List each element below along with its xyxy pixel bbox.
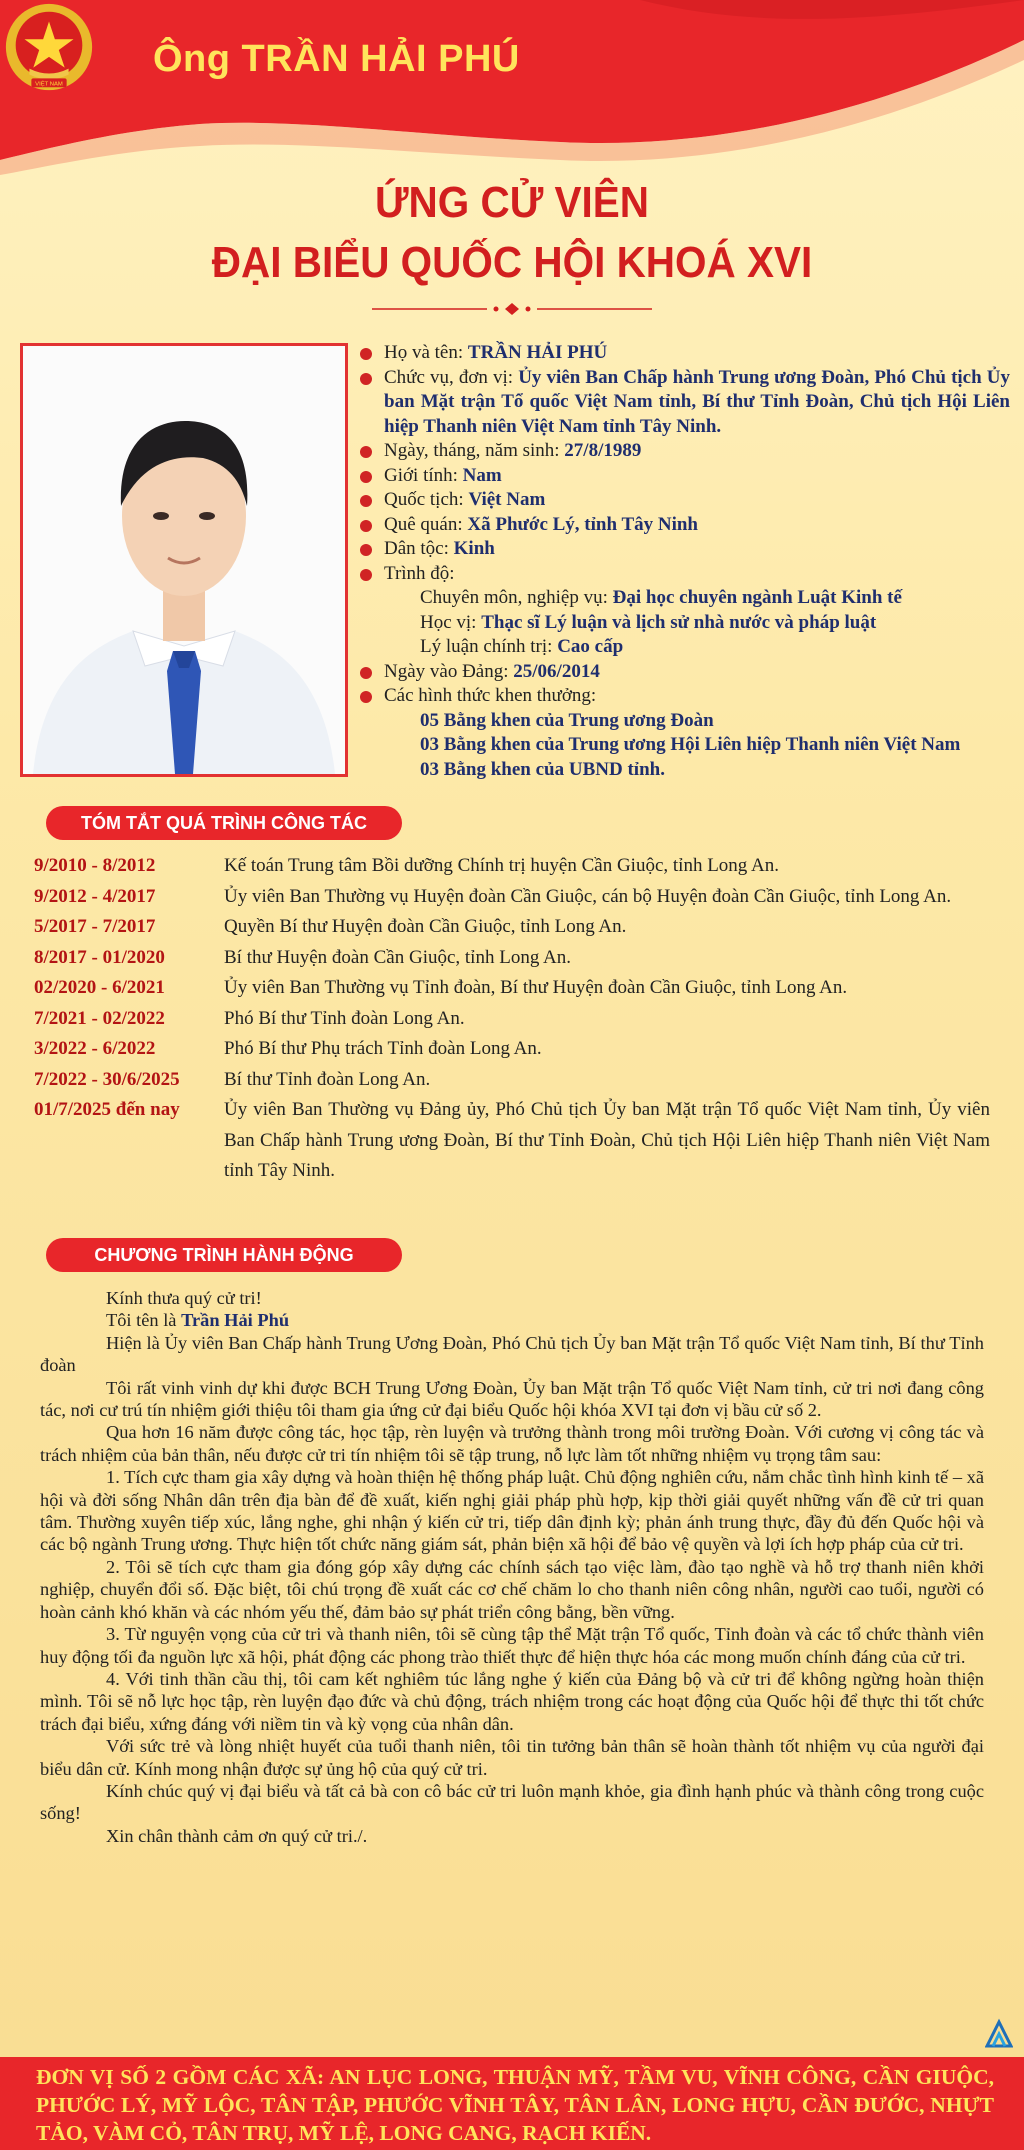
timeline-row xyxy=(34,1095,990,1187)
timeline-text: Phó Bí thư Phụ trách Tỉnh đoàn Long An. xyxy=(224,1038,542,1059)
candidate-info xyxy=(360,341,1010,782)
program-paragraph: Tôi rất vinh vinh dự khi được BCH Trung Ương Đoàn, Ủy ban Mặt trận Tổ quốc Việt Nam tỉnh, cử tri nơi đang công tác, nơi cư trú tín nhiệm giới thiệu tôi tham gia ứng cử đại biểu Quốc hội khóa XVI tại đơn vị bầu cử số 2. xyxy=(40,1377,984,1421)
program-paragraph: 4. Với tinh thần cầu thị, tôi cam kết nghiêm túc lắng nghe ý kiến của Đảng bộ và cử tri để không ngừng hoàn thiện mình. Tôi sẽ nỗ lực học tập, rèn luyện đạo đức và chủ động, trách nhiệm trong các hoạt động của Quốc hội để thực thi tốt chức trách đại biểu, xứng đáng với niềm tin và kỳ vọng của nhân dân. xyxy=(40,1668,984,1734)
info-nationality: Quốc tịch: Việt Nam xyxy=(360,488,1010,513)
timeline-row xyxy=(34,851,990,882)
timeline-date: 9/2010 - 8/2012 xyxy=(34,855,156,876)
timeline-date: 9/2012 - 4/2017 xyxy=(34,885,156,907)
timeline-date: 01/7/2025 đến nay xyxy=(34,1099,180,1120)
svg-text:VIỆT NAM: VIỆT NAM xyxy=(35,81,63,88)
info-education-politics: Lý luận chính trị: Cao cấp xyxy=(420,636,624,657)
timeline-date: 3/2022 - 6/2022 xyxy=(34,1038,156,1059)
timeline-row xyxy=(34,1004,990,1035)
award-item: 05 Bằng khen của Trung ương Đoàn xyxy=(420,709,714,731)
info-education-label: Trình độ: xyxy=(360,562,1010,587)
title-line-2: ĐẠI BIỂU QUỐC HỘI KHOÁ XVI xyxy=(211,238,813,287)
program-paragraph: Qua hơn 16 năm được công tác, học tập, rèn luyện và trưởng thành trong môi trường Đoàn. Với cương vị công tác và trách nhiệm của bản thân, nếu được cử tri tín nhiệm tôi sẽ tập trung, nỗ lực làm tốt những nhiệm vụ trọng tâm sau: xyxy=(40,1422,984,1465)
timeline-text: Phó Bí thư Tỉnh đoàn Long An. xyxy=(224,1007,465,1029)
timeline-row xyxy=(34,943,990,974)
timeline-date: 7/2022 - 30/6/2025 xyxy=(34,1068,180,1090)
program-intro: Tôi tên là Trần Hải Phú xyxy=(106,1310,290,1331)
award-item: 03 Bằng khen của UBND tỉnh. xyxy=(420,758,665,780)
timeline-text: Quyền Bí thư Huyện đoàn Cần Giuộc, tỉnh Long An. xyxy=(224,916,627,937)
national-emblem-icon xyxy=(0,0,98,98)
program-paragraph: Kính chúc quý vị đại biểu và tất cả bà con cô bác cử tri luôn mạnh khỏe, gia đình hạnh phúc và thành công trong cuộc sống! xyxy=(40,1780,984,1824)
program-paragraph: 3. Từ nguyện vọng của cử tri và thanh niên, tôi sẽ cùng tập thể Mặt trận Tổ quốc, Tỉnh đoàn và các tổ chức thành viên huy động tối đa nguồn lực xã hội, phát động các phong trào thiết thực để hiện thực hóa các mong muốn chính đáng của cử tri. xyxy=(40,1624,984,1667)
timeline-row xyxy=(34,1034,990,1065)
candidate-portrait xyxy=(20,343,348,777)
timeline-row xyxy=(34,1065,990,1096)
ornament-divider xyxy=(372,302,652,316)
header-banner xyxy=(0,0,1024,175)
section-title-career: TÓM TẮT QUÁ TRÌNH CÔNG TÁC xyxy=(46,806,402,840)
timeline-row xyxy=(34,912,990,943)
career-timeline xyxy=(34,851,990,1187)
timeline-text: Ủy viên Ban Thường vụ Đảng ủy, Phó Chủ tịch Ủy ban Mặt trận Tổ quốc Việt Nam tỉnh, Ủy viên Ban Chấp hành Trung ương Đoàn, Bí thư Tỉnh Đoàn, Chủ tịch Hội Liên hiệp Thanh niên Việt Nam tỉnh Tây Ninh. xyxy=(224,1099,990,1181)
info-awards-label: Các hình thức khen thưởng: xyxy=(360,684,1010,709)
timeline-date: 02/2020 - 6/2021 xyxy=(34,977,165,998)
award-item: 03 Bằng khen của Trung ương Hội Liên hiệp Thanh niên Việt Nam xyxy=(420,734,961,755)
timeline-date: 5/2017 - 7/2017 xyxy=(34,916,156,937)
timeline-date: 8/2017 - 01/2020 xyxy=(34,946,165,968)
footer-banner xyxy=(0,2057,1024,2150)
program-paragraph: Xin chân thành cảm ơn quý cử tri./. xyxy=(106,1825,368,1846)
timeline-date: 7/2021 - 02/2022 xyxy=(34,1007,165,1029)
program-paragraph: 1. Tích cực tham gia xây dựng và hoàn thiện hệ thống pháp luật. Chủ động nghiên cứu, nắm chắc tình hình kinh tế – xã hội và đời sống Nhân dân trên địa bàn để đề xuất, kiến nghị giải pháp phù hợp, kịp thời giải quyết những vấn đề cử tri quan tâm. Thường xuyên tiếp xúc, lắng nghe, ghi nhận ý kiến cử tri, tiếp dân định kỳ; phản ánh trung thực, đầy đủ đến Quốc hội và các bộ ngành Trung ương. Thực hiện tốt chức năng giám sát, phản biện xã hội để bảo vệ quyền và lợi ích hợp pháp của cử tri. xyxy=(40,1467,984,1555)
publisher-logo-icon xyxy=(985,2018,1013,2048)
program-paragraph: Hiện là Ủy viên Ban Chấp hành Trung Ương Đoàn, Phó Chủ tịch Ủy ban Mặt trận Tổ quốc Việt Nam tỉnh, Bí thư Tỉnh đoàn xyxy=(40,1332,984,1376)
timeline-text: Bí thư Tỉnh đoàn Long An. xyxy=(224,1068,431,1090)
info-education-major: Chuyên môn, nghiệp vụ: Đại học chuyên ngành Luật Kinh tế xyxy=(420,587,902,608)
info-hometown: Quê quán: Xã Phước Lý, tỉnh Tây Ninh xyxy=(360,513,1010,538)
info-party-date: Ngày vào Đảng: 25/06/2014 xyxy=(360,660,1010,685)
electoral-unit-text: ĐƠN VỊ SỐ 2 GỒM CÁC XÃ: AN LỤC LONG, THUẬN MỸ, TẦM VU, VĨNH CÔNG, CẦN GIUỘC, PHƯỚC LÝ, MỸ LỘC, TÂN TẬP, PHƯỚC VĨNH TÂY, TÂN LÂN, LONG HỰU, CẦN ĐƯỚC, NHỰT TẢO, VÀM CỎ, TÂN TRỤ, MỸ LỆ, LONG CANG, RẠCH KIẾN. xyxy=(36,2065,994,2145)
info-position: Chức vụ, đơn vị: Ủy viên Ban Chấp hành Trung ương Đoàn, Phó Chủ tịch Ủy ban Mặt trận Tổ quốc Việt Nam tỉnh, Bí thư Tỉnh Đoàn, Chủ tịch Hội Liên hiệp Thanh niên Việt Nam tỉnh Tây Ninh. xyxy=(360,366,1010,440)
action-program xyxy=(40,1287,984,1847)
program-paragraph: 2. Tôi sẽ tích cực tham gia đóng góp xây dựng các chính sách tạo việc làm, đào tạo nghề và hỗ trợ thanh niên khởi nghiệp, chuyển đổi số. Đặc biệt, tôi chú trọng đề xuất các cơ chế chăm lo cho thanh niên công nhân, người cao tuổi, người có hoàn cảnh khó khăn và các nhóm yếu thế, đảm bảo sự phát triển công bằng, bền vững. xyxy=(40,1556,984,1622)
title-line-1: ỨNG CỬ VIÊN xyxy=(374,178,650,227)
info-ethnicity: Dân tộc: Kinh xyxy=(360,537,1010,562)
info-education-degree: Học vị: Thạc sĩ Lý luận và lịch sử nhà nước và pháp luật xyxy=(420,611,877,633)
timeline-text: Ủy viên Ban Thường vụ Tỉnh đoàn, Bí thư Huyện đoàn Cần Giuộc, tỉnh Long An. xyxy=(224,977,848,998)
info-gender: Giới tính: Nam xyxy=(360,464,1010,489)
info-birthdate: Ngày, tháng, năm sinh: 27/8/1989 xyxy=(360,439,1010,464)
timeline-row xyxy=(34,882,990,913)
program-greeting: Kính thưa quý cử tri! xyxy=(106,1288,262,1308)
timeline-text: Bí thư Huyện đoàn Cần Giuộc, tỉnh Long An. xyxy=(224,946,571,968)
info-full-name: Họ và tên: TRẦN HẢI PHÚ xyxy=(360,341,1010,366)
program-paragraph: Với sức trẻ và lòng nhiệt huyết của tuổi thanh niên, tôi tin tưởng bản thân sẽ hoàn thành tốt nhiệm vụ của người đại biểu dân cử. Kính mong nhận được sự ủng hộ của quý cử tri. xyxy=(40,1736,984,1779)
header-name: Ông TRẦN HẢI PHÚ xyxy=(153,38,520,80)
section-title-program: CHƯƠNG TRÌNH HÀNH ĐỘNG xyxy=(46,1238,402,1272)
timeline-text: Ủy viên Ban Thường vụ Huyện đoàn Cần Giuộc, cán bộ Huyện đoàn Cần Giuộc, tỉnh Long An. xyxy=(224,885,952,907)
timeline-text: Kế toán Trung tâm Bồi dưỡng Chính trị huyện Cần Giuộc, tỉnh Long An. xyxy=(224,855,779,876)
timeline-row xyxy=(34,973,990,1004)
